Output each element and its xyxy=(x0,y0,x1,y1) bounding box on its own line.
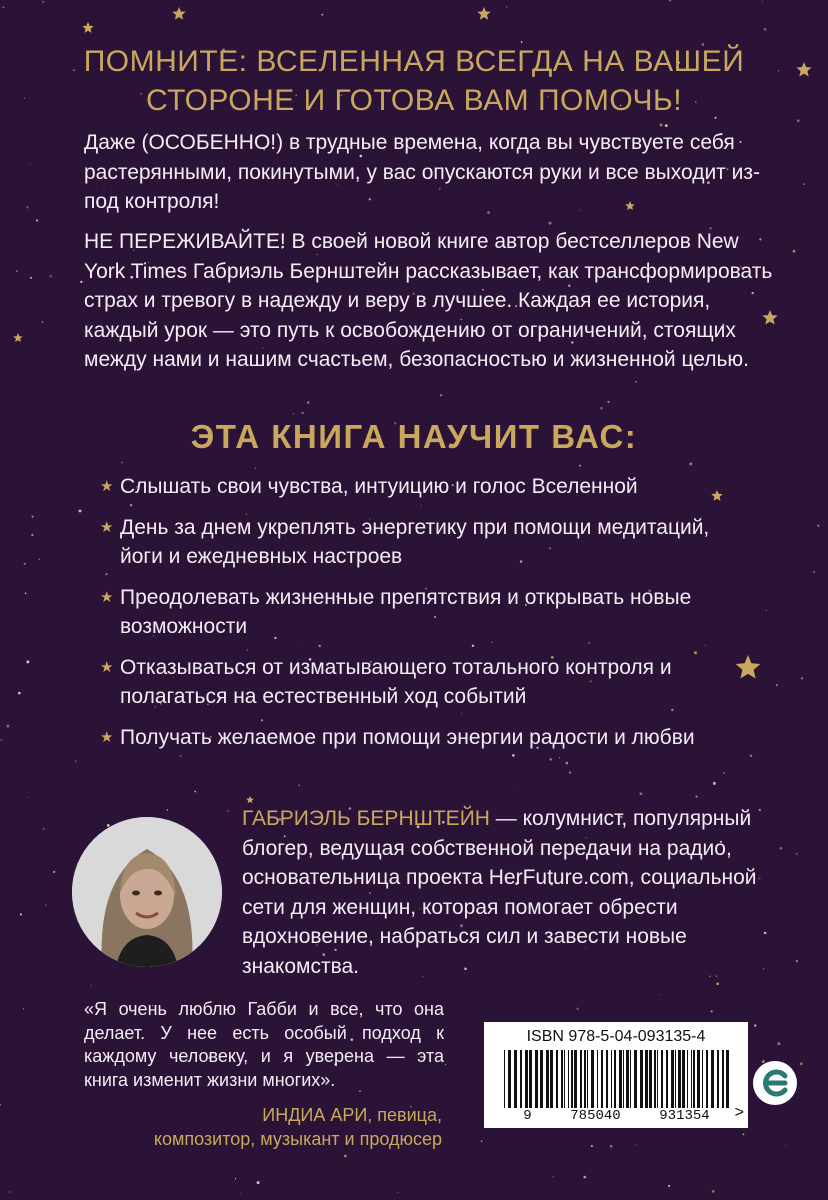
barcode-digit-group: 931354 xyxy=(659,1108,710,1124)
barcode-digit-group: 785040 xyxy=(570,1108,621,1124)
star-icon: ★ xyxy=(100,519,114,536)
headline xyxy=(40,42,788,120)
headline-line-1: ПОМНИТЕ: ВСЕЛЕННАЯ ВСЕГДА НА ВАШЕЙ xyxy=(83,45,745,78)
list-item-text: Получать желаемое при помощи энергии радости и любви xyxy=(120,726,695,749)
star-icon xyxy=(246,796,254,803)
quote: «Я очень люблю Габби и все, что она делает. У нее есть особый подход к каждому человеку, и я уверена — эта книга изменит жизни многих». xyxy=(84,999,444,1090)
list-item xyxy=(100,513,740,571)
list-item-text: Отказываться от изматывающего тотального контроля и полагаться на естественный ход событий xyxy=(120,656,672,708)
list-item-text: День за днем укреплять энергетику при помощи медитаций, йоги и ежедневных настроев xyxy=(120,516,710,568)
list-item xyxy=(100,723,740,752)
isbn-text: ISBN 978-5-04-093135-4 xyxy=(526,1028,706,1045)
publisher-logo-icon xyxy=(752,1060,798,1106)
quote-attribution xyxy=(110,1104,442,1151)
star-icon xyxy=(477,7,490,20)
star-icon: ★ xyxy=(100,659,114,676)
author-bio-text: — колумнист, популярный блогер, ведущая собственной передачи на радио, основательница проекта HerFuture.com, социальной сети для женщин, которая помогает обрести вдохновение, набраться сил и завести новые знакомства. xyxy=(242,807,757,978)
section-title: ЭТА КНИГА НАУЧИТ ВАС: xyxy=(190,418,638,455)
author-photo xyxy=(72,817,222,967)
star-icon: ★ xyxy=(100,478,114,495)
attribution-line-1: ИНДИА АРИ, певица, xyxy=(262,1105,442,1125)
list-item xyxy=(100,653,740,711)
barcode-digit-group: 9 xyxy=(523,1108,532,1124)
barcode-digits xyxy=(504,1108,729,1124)
author-name: ГАБРИЭЛЬ БЕРНШТЕЙН xyxy=(242,807,490,830)
star-icon: ★ xyxy=(100,729,114,746)
barcode-arrow: > xyxy=(734,1104,744,1121)
barcode xyxy=(484,1022,748,1128)
headline-line-2: СТОРОНЕ И ГОТОВА ВАМ ПОМОЧЬ! xyxy=(145,84,683,117)
author-bio xyxy=(242,804,762,981)
attribution-line-2: композитор, музыкант и продюсер xyxy=(153,1128,442,1149)
list-item-text: Преодолевать жизненные препятствия и открывать новые возможности xyxy=(120,586,692,638)
intro-paragraph: Даже (ОСОБЕННО!) в трудные времена, когда вы чувствуете себя растерянными, покинутыми, у вас опускаются руки и все выходит из-под контроля! xyxy=(84,131,760,213)
star-icon xyxy=(796,62,811,77)
star-icon xyxy=(172,7,185,20)
list-item xyxy=(100,583,740,641)
benefits-list xyxy=(100,472,740,764)
star-icon xyxy=(82,22,93,33)
list-item xyxy=(100,472,740,501)
list-item-text: Слышать свои чувства, интуицию и голос Вселенной xyxy=(120,475,638,498)
star-icon xyxy=(13,333,23,342)
star-icon: ★ xyxy=(100,589,114,606)
description-paragraph: НЕ ПЕРЕЖИВАЙТЕ! В своей новой книге автор бестселлеров New York Times Габриэль Бернштейн рассказывает, как трансформировать страх и тревогу в надежду и веру в лучшее. Каждая ее история, каждый урок — это путь к освобождению от ограничений, стоящих между нами и нашим счастьем, безопасностью и жизненной целью. xyxy=(84,230,773,371)
